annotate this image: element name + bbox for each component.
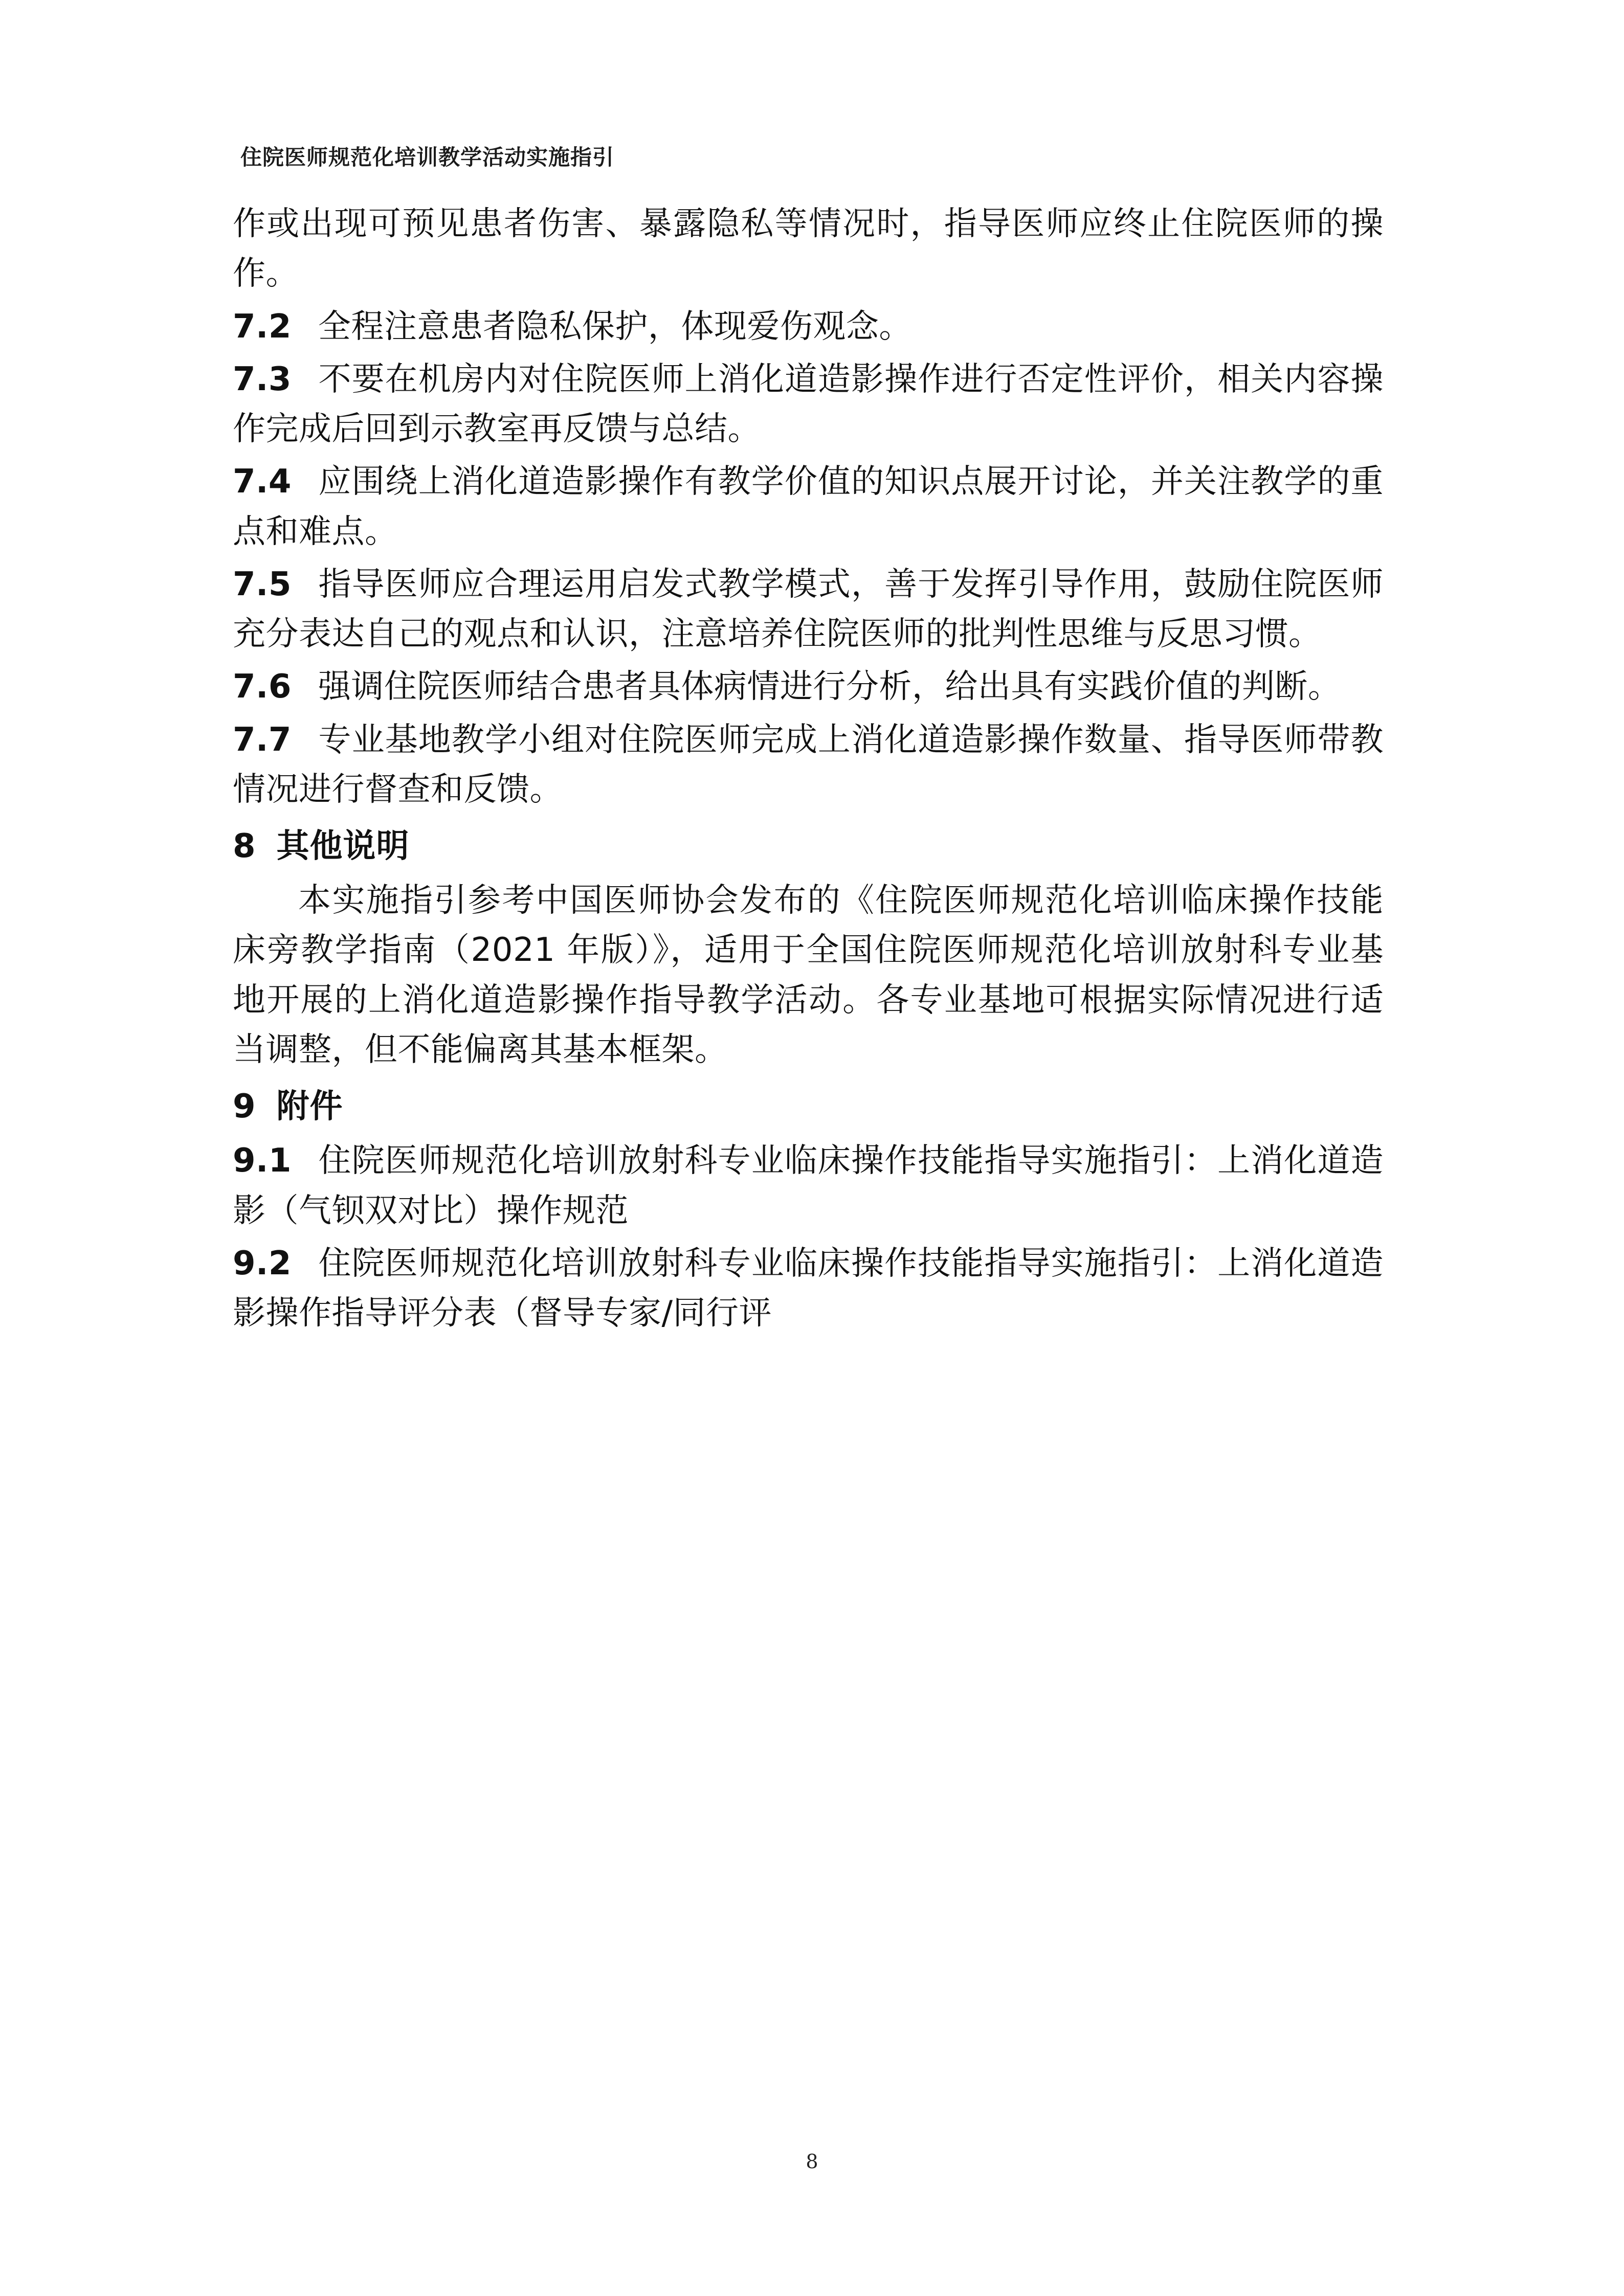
list-item-text: 强调住院医师结合患者具体病情进行分析，给出具有实践价值的判断。: [318, 668, 1341, 706]
running-header: 住院医师规范化培训教学活动实施指引: [240, 145, 615, 170]
list-item-number: 7.6: [233, 668, 292, 706]
section-heading-9: [233, 1082, 1384, 1131]
list-item-number: 7.7: [233, 721, 292, 759]
list-item-text: 住院医师规范化培训放射科专业临床操作技能指导实施指引：上消化道造影操作指导评分表（督导专家/同行评: [233, 1244, 1384, 1333]
list-item-text: 不要在机房内对住院医师上消化道造影操作进行否定性评价，相关内容操作完成后回到示教室再反馈与总结。: [233, 360, 1384, 448]
paragraph-carryover: 作或出现可预见患者伤害、暴露隐私等情况时，指导医师应终止住院医师的操作。: [233, 205, 1384, 293]
list-item-text: 住院医师规范化培训放射科专业临床操作技能指导实施指引：上消化道造影（气钡双对比）操作规范: [233, 1142, 1384, 1230]
list-item-number: 7.3: [233, 360, 292, 398]
list-item-text: 应围绕上消化道造影操作有教学价值的知识点展开讨论，并关注教学的重点和难点。: [233, 463, 1384, 551]
list-item-7-5: [233, 560, 1384, 660]
page-number: 8: [806, 2150, 818, 2173]
list-item-text: 全程注意患者隐私保护，体现爱伤观念。: [318, 307, 912, 346]
section-heading-8: [233, 822, 1384, 871]
list-item-7-2: [233, 302, 1384, 352]
list-item-number: 9.1: [233, 1142, 292, 1180]
list-item-number: 7.5: [233, 565, 292, 603]
list-item-7-3: [233, 355, 1384, 455]
list-item-9-2: [233, 1239, 1384, 1339]
list-item-7-4: [233, 457, 1384, 557]
list-item-number: 7.4: [233, 463, 292, 501]
list-item-7-7: [233, 715, 1384, 815]
section-number: 9: [233, 1088, 256, 1126]
list-item-text: 指导医师应合理运用启发式教学模式，善于发挥引导作用，鼓励住院医师充分表达自己的观点和认识，注意培养住院医师的批判性思维与反思习惯。: [233, 565, 1384, 654]
list-item-number: 7.2: [233, 307, 292, 346]
section-number: 8: [233, 827, 256, 866]
section-title: 其他说明: [276, 827, 410, 866]
page-body: [233, 199, 1384, 1341]
section-8-body: 本实施指引参考中国医师协会发布的《住院医师规范化培训临床操作技能床旁教学指南（2021 年版）》，适用于全国住院医师规范化培训放射科专业基地开展的上消化道造影操作指导教学活动。各专业基地可根据实际情况进行适当调整，但不能偏离其基本框架。: [233, 882, 1384, 1069]
section-title: 附件: [276, 1088, 343, 1126]
list-item-text: 专业基地教学小组对住院医师完成上消化道造影操作数量、指导医师带教情况进行督查和反馈。: [233, 721, 1384, 808]
list-item-9-1: [233, 1136, 1384, 1236]
list-item-number: 9.2: [233, 1244, 292, 1282]
list-item-7-6: [233, 662, 1384, 712]
